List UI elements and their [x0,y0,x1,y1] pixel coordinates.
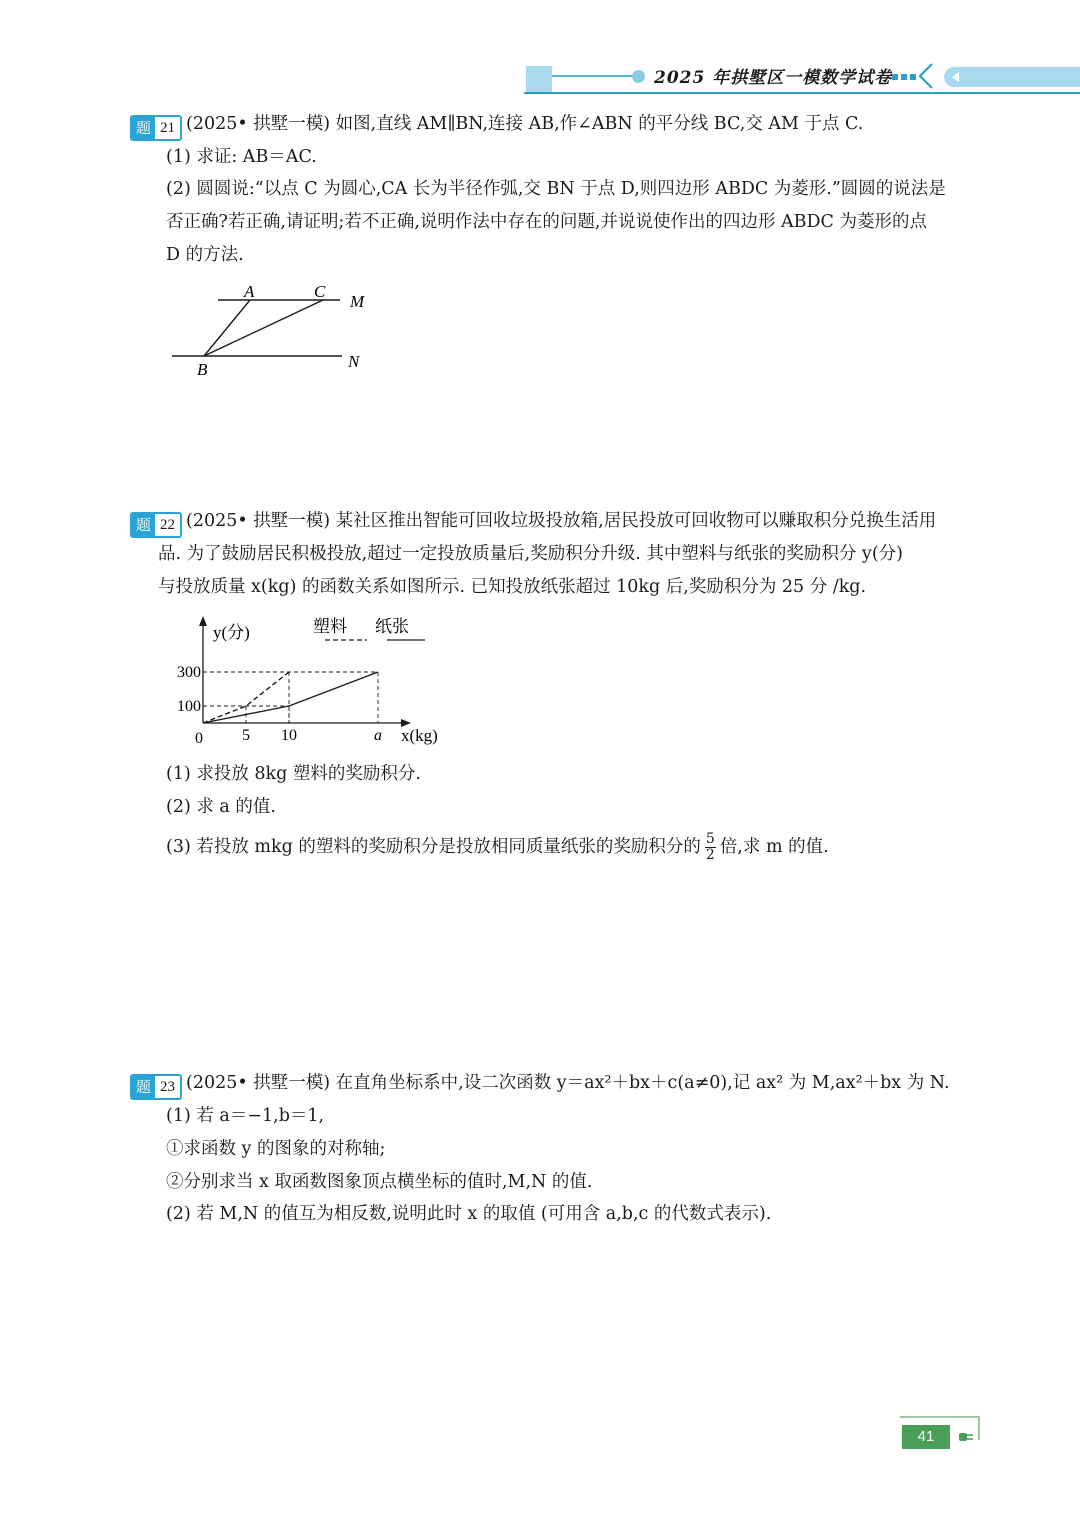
page-number: 41 [902,1425,950,1449]
play-left-icon [952,72,959,82]
y-tick-label: 100 [177,698,201,715]
header-decor-line [552,75,634,77]
q23-stem [130,1071,950,1100]
y-axis-arrow [199,616,207,626]
q21-stem-text: (2025• 拱墅一模) 如图,直线 AM∥BN,连接 AB,作∠ABN 的平分线 BC,交 AM 于点 C. [186,114,864,134]
q21-stem [130,112,863,141]
legend-label-paper: 纸张 [375,617,409,636]
point-label-a: A [244,282,255,301]
q23-stem-text: (2025• 拱墅一模) 在直角坐标系中,设二次函数 y＝ax²＋bx＋c(a≠0),记 ax² 为 M,ax²＋bx 为 N. [186,1073,950,1093]
q22-stem-text: (2025• 拱墅一模) 某社区推出智能可回收垃圾投放箱,居民投放可回收物可以赚取积分兑换生活用 [186,511,937,531]
y-axis-title: y(分) [213,623,250,642]
fraction-denominator: 2 [705,847,715,863]
x-tick-label: 10 [281,727,297,744]
x-axis-title: x(kg) [401,726,438,745]
y-tick-label: 300 [177,664,201,681]
legend-label-plastic: 塑料 [313,617,347,636]
q23-part1: (1) 若 a＝−1,b＝1, [166,1106,325,1126]
segment-ab [204,300,250,356]
page-header-title: 2025 年拱墅区一模数学试卷 [654,68,893,88]
q22-chart [165,608,455,750]
point-label-b: B [197,360,208,379]
q21-part1: (1) 求证: AB＝AC. [166,147,317,167]
q22-badge-number: 22 [155,514,180,536]
q22-stem [130,509,936,538]
q21-part2-line2: 否正确?若正确,请证明;若不正确,说明作法中存在的问题,并说说使作出的四边形 ABDC 为菱形的点 [166,212,928,232]
point-label-c: C [314,282,326,301]
header-decor-pill [944,67,1080,87]
q22-part2: (2) 求 a 的值. [166,797,276,817]
q22-part3-text-pre: (3) 若投放 mkg 的塑料的奖励积分是投放相同质量纸张的奖励积分的 [166,837,701,857]
q22-part3 [166,832,829,863]
q21-figure [160,278,380,383]
q23-sub1: ①求函数 y 的图象的对称轴; [166,1139,386,1159]
q22-part3-text-post: 倍,求 m 的值. [719,837,829,857]
x-tick-label: 5 [242,727,250,744]
plug-icon [956,1430,976,1444]
header-decor-dot [632,70,645,83]
q21-part2-line1: (2) 圆圆说:“以点 C 为圆心,CA 长为半径作弧,交 BN 于点 D,则四边形 ABDC 为菱形.”圆圆的说法是 [166,179,946,199]
q21-badge-number: 21 [155,117,180,139]
fraction-five-halves [705,832,716,863]
q21-part2-line3: D 的方法. [166,245,244,265]
header-decor-square [901,74,907,80]
q23-badge-char: 题 [132,1076,155,1098]
series-line-paper [203,672,378,723]
q23-badge [130,1074,182,1100]
q22-badge [130,512,182,538]
fraction-numerator: 5 [705,831,715,847]
header-decor-square [892,74,898,80]
q22-part1: (1) 求投放 8kg 塑料的奖励积分. [166,764,421,784]
x-tick-label: 0 [195,730,203,747]
segment-bc [204,300,323,356]
q22-stem-line2: 品. 为了鼓励居民积极投放,超过一定投放质量后,奖励积分升级. 其中塑料与纸张的奖励积分 y(分) [158,544,903,564]
q21-badge-char: 题 [132,117,155,139]
header-rule [524,92,1080,94]
q22-stem-line3: 与投放质量 x(kg) 的函数关系如图所示. 已知投放纸张超过 10kg 后,奖励积分为 25 分 /kg. [158,577,867,597]
q23-badge-number: 23 [155,1076,180,1098]
q22-badge-char: 题 [132,514,155,536]
x-tick-label: a [374,727,382,744]
q23-sub2: ②分别求当 x 取函数图象顶点横坐标的值时,M,N 的值. [166,1172,593,1192]
q21-badge [130,115,182,141]
point-label-n: N [348,352,360,371]
q23-part2: (2) 若 M,N 的值互为相反数,说明此时 x 的取值 (可用含 a,b,c 的代数式表示). [166,1204,772,1224]
chevron-left-icon [914,62,940,90]
header-decor-block [526,66,552,92]
point-label-m: M [350,292,365,311]
